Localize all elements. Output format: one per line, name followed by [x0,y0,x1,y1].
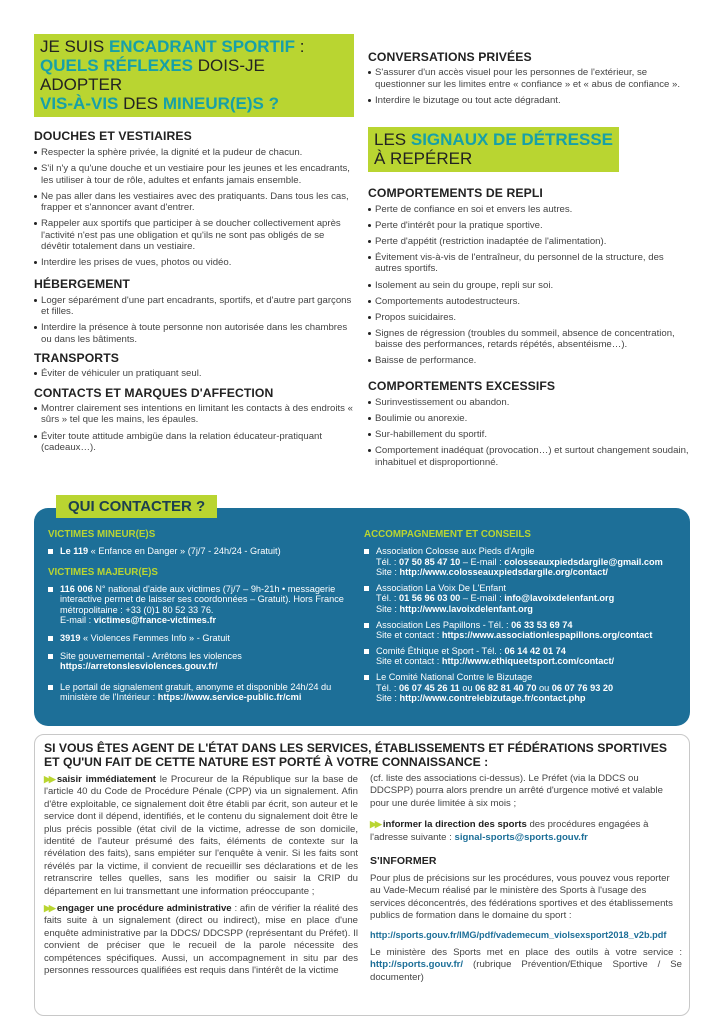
sports-link[interactable]: http://sports.gouv.fr/ [370,959,464,971]
section-title: CONVERSATIONS PRIVÉES [368,50,532,64]
list-item: Loger séparément d'une part encadrants, sportifs, et d'autre part garçons et filles. [34,295,354,318]
contact-title: QUI CONTACTER ? [56,495,217,518]
tel-label: Tél. : [376,556,399,567]
procedure-penale [44,773,358,898]
inform-text: (rubrique Prévention/Ethique Sportive / Se documenter) [370,959,682,983]
list-item: Sur-habillement du sportif. [368,429,692,441]
list-item: Perte de confiance en soi et envers les autres. [368,204,692,216]
banner-bold: ENCADRANT SPORTIF [108,37,296,56]
inform-outils [370,947,682,984]
contact-desc: N° national d'aide aux victimes (7j/7 – 9h-21h • messagerie interactive permet de laisser ses coordonnées – Gratuit). Hors France métropolitaine : +33 (0)1 80 52 33 76. [60,583,344,615]
section-excessifs [368,379,692,468]
list-item: Interdire la présence à toute personne non autorisée dans les chambres ou dans les bâtiments. [34,322,354,345]
prefet-text: (cf. liste des associations ci-dessus). Le Préfet (via la DDCS ou DDCSPP) pourra alors prendre un arrêté d'urgence motivé et valable pour une durée limitée à six mois ; [370,773,663,809]
list-item: Interdire le bizutage ou tout acte dégradant. [368,95,692,107]
section-victimes-majeurs: VICTIMES MAJEUR(E)S [48,566,158,578]
banner-text: LES [374,129,411,149]
separator-text: ou [536,682,552,693]
section-hebergement [34,277,354,346]
section-repli [368,186,692,367]
list-item: Respecter la sphère privée, la dignité et la pudeur de chacun. [34,147,354,159]
phone-number: 06 33 53 69 74 [511,619,573,630]
informer-direction [370,818,682,844]
email-link[interactable]: signal-sports@sports.gouv.fr [454,831,588,843]
section-title: COMPORTEMENTS EXCESSIFS [368,378,556,393]
banner-text: DES [118,94,163,113]
list-item: Comportements autodestructeurs. [368,296,692,308]
procedure-text: : afin de vérifier la réalité des faits suite à un signalement (direct ou indirect), mise en place d'une enquête administrative par la DDCS/ DDCSPP (représentant du Préfet). Il convient de préciser que le recueil de la parole nécessite des compétences spécifiques. Aussi, un accompagnement in situ par des personnes ressources qualifiées est requis dans l'intérêt de la victime [44,903,358,977]
agent-left [44,773,358,978]
email-label: – E-mail : [460,556,505,567]
list-item: Éviter toute attitude ambigüe dans la relation éducateur-pratiquant (cadeaux…). [34,431,354,454]
procedure-text: des procédures engagées à l'adresse suivante : [370,819,649,843]
list-item: Ne pas aller dans les vestiaires avec des pratiquants. Dans tous les cas, frapper et s'annoncer avant d'entrer. [34,191,354,214]
association-name: Association Colosse aux Pieds d'Argile [376,546,535,556]
site-link[interactable]: http://www.lavoixdelenfant.org [399,603,533,614]
phone-number: 06 07 76 93 20 [551,682,614,693]
procedure-bold: saisir immédiatement [56,774,157,785]
list-item: Perte d'appétit (restriction inadaptée de l'alimentation). [368,236,692,248]
right-column [368,50,692,473]
list-item: Montrer clairement ses intentions en limitant les contacts à des endroits « sûrs » tel que les mains, les épaules. [34,403,354,426]
banner-bold: QUELS RÉFLEXES [40,56,194,75]
encadrant-banner [34,34,354,117]
section-title: COMPORTEMENTS DE REPLI [368,185,543,200]
site-link[interactable]: http://www.colosseauxpiedsdargile.org/contact/ [399,567,608,578]
banner-text: : [295,37,305,56]
site-label: Site et contact : [376,630,442,641]
association-voix-enfant [364,583,682,615]
contact-desc: « Violences Femmes Info » - Gratuit [80,632,230,643]
comite-ethique-sport [364,646,682,667]
association-name: Association La Voix De L'Enfant [376,582,506,593]
section-title: HÉBERGEMENT [34,276,130,291]
contact-item-3919 [48,633,348,644]
list-item: Baisse de performance. [368,355,692,367]
association-name: Association Les Papillons - Tél. : [376,619,512,630]
site-label: Site : [376,603,400,614]
agent-title: ET QU'UN FAIT DE CETTE NATURE EST PORTÉ À VOTRE CONNAISSANCE : [44,755,489,769]
contact-item-116006 [48,584,348,626]
phone-number: 01 56 96 03 00 [398,593,461,604]
list-item: Surinvestissement ou abandon. [368,397,692,409]
phone-number: 3919 [60,632,81,643]
phone-number: Le 119 [60,546,89,556]
email-label: E-mail : [60,615,94,626]
agent-right [370,773,682,984]
section-contacts [34,386,354,454]
section-title: TRANSPORTS [34,351,119,366]
section-conversations [368,50,692,106]
list-item: Interdire les prises de vues, photos ou vidéo. [34,257,354,269]
site-link[interactable]: https://arretonslesviolences.gouv.fr/ [60,661,218,672]
site-label: Site : [376,567,400,578]
list-item: Perte d'intérêt pour la pratique sportive. [368,220,692,232]
phone-number: 116 006 [60,583,93,594]
signaux-banner [368,127,619,172]
banner-text: À REPÉRER [374,148,473,168]
contact-item-portail [48,682,348,703]
section-transports [34,351,354,380]
banner-text: DOIS-JE ADOPTER [40,56,265,94]
list-item: Signes de régression (troubles du sommeil, absence de concentration, baisse des performances, retards répétés, absentéisme…). [368,328,692,351]
procedure-bold: engager une procédure administrative [56,903,232,915]
section-victimes-mineurs: VICTIMES MINEUR(E)S [48,529,156,540]
phone-number: 06 07 45 26 11 [398,682,460,693]
list-item: S'il n'y a qu'une douche et un vestiaire pour les jeunes et les encadrants, les utiliser à tour de rôle, adultes et enfants jamais ensemble. [34,163,354,186]
arrow-icon: ▶▶ [44,774,54,784]
contact-item-119 [48,546,348,557]
list-item: Isolement au sein du groupe, repli sur soi. [368,280,692,292]
list-item: Évitement vis-à-vis de l'entraîneur, du personnel de la structure, des autres sportifs. [368,252,692,275]
site-link[interactable]: http://www.contrelebizutage.fr/contact.php [399,693,586,704]
list-item: Boulimie ou anorexie. [368,413,692,425]
inform-title: S'INFORMER [370,855,437,868]
email-link[interactable]: victimes@france-victimes.fr [93,615,217,626]
site-link[interactable]: https://www.associationlespapillons.org/contact [441,630,653,641]
site-label: Site : [376,693,400,704]
section-douches [34,129,354,269]
procedure-administrative [44,902,358,977]
contact-desc: Le portail de signalement gratuit, anonyme et disponible 24h/24 du ministère de l'Intérieur : [60,681,332,703]
site-link[interactable]: https://www.service-public.fr/cmi [157,692,302,703]
phone-number: 07 50 85 47 10 [398,556,461,567]
list-item: Rappeler aux sportifs que participer à se doucher collectivement après l'activité n'est pas une obligation et qu'ils ne sont pas obligés de se dévêtir totalement dans un vestiaire. [34,218,354,253]
left-column [34,34,354,458]
association-name: Le Comité National Contre le Bizutage [376,671,533,682]
banner-text: JE SUIS [40,37,109,56]
procedure-bold: informer la direction des sports [382,819,527,831]
association-colosse [364,546,682,578]
association-papillons [364,620,682,641]
phone-number: 06 82 81 40 70 [475,682,537,693]
contact-right [364,529,682,704]
banner-bold: SIGNAUX DE DÉTRESSE [410,129,614,149]
list-item: Propos suicidaires. [368,312,692,324]
contact-left [48,529,348,703]
contact-item-gouv [48,651,348,672]
banner-bold: VIS-À-VIS [40,94,119,113]
section-title: CONTACTS ET MARQUES D'AFFECTION [34,385,274,400]
association-name: Comité Éthique et Sport - Tél. : [376,645,505,656]
phone-number: 06 14 42 01 74 [504,645,566,656]
agent-title: SI VOUS ÊTES AGENT DE L'ÉTAT DANS LES SERVICES, ÉTABLISSEMENTS ET FÉDÉRATIONS SPORTIVES [44,741,667,755]
procedure-text: le Procureur de la République sur la base de l'article 40 du Code de Procédure Pénale (CPP) via un signalement. Afin d'être exploitable, ce signalement doit être établi par écrit, son auteur et le service dont il dépend, identifiés, et le contenu du signalement doit être le plus précis possible (état civil de la victime, adresse de son domicile, identité de l'auteur présumé des faits, éléments de contexte sur la révélation des faits), sans empiéter sur l'enquête à venir. Si les faits sont révélés par la victime, il convient de recueillir ses déclarations et de les retranscrire telles quelles, sans les modifier ou saisir la CRIP du département en lui transmettant une information préoccupante ; [44,774,358,897]
agent-title-block [44,741,684,769]
list-item: Éviter de véhiculer un pratiquant seul. [34,368,354,380]
tel-label: Tél. : [376,682,399,693]
vademecum-link[interactable]: http://sports.gouv.fr/IMG/pdf/vademecum_violsexsport2018_v2b.pdf [370,929,667,940]
inform-text: Pour plus de précisions sur les procédures, vous pouvez vous reporter au Vade-Mecum réalisé par le ministère des Sports à l'usage des services déconcentrés, des fédérations sportives et des établissements publics de formation dans le domaine du sport : [370,873,673,922]
site-label: Site et contact : [376,656,442,667]
arrow-icon: ▶▶ [44,903,54,914]
contact-desc: « Enfance en Danger » (7j/7 - 24h/24 - Gratuit) [88,546,281,556]
email-link[interactable]: colosseauxpiedsdargile@gmail.com [504,556,663,567]
list-item: S'assurer d'un accès visuel pour les personnes de l'extérieur, se questionner sur les limites entre « confiance » et « abus de confiance ». [368,67,692,90]
list-item: Comportement inadéquat (provocation…) et surtout changement soudain, inhabituel et disproportionné. [368,445,692,468]
inform-text: Le ministère des Sports met en place des outils à votre service : [370,947,682,959]
site-link[interactable]: http://www.ethiqueetsport.com/contact/ [441,656,615,667]
section-accompagnement: ACCOMPAGNEMENT ET CONSEILS [364,529,531,540]
tel-label: Tél. : [376,593,399,604]
section-title: DOUCHES ET VESTIAIRES [34,129,192,143]
email-label: – E-mail : [460,593,505,604]
arrow-icon: ▶▶ [370,819,380,830]
email-link[interactable]: info@lavoixdelenfant.org [504,593,615,604]
separator-text: ou [459,682,476,693]
comite-bizutage [364,672,682,704]
banner-bold: MINEUR(E)S ? [162,94,279,113]
contact-desc: Site gouvernemental - Arrêtons les violences [60,650,242,661]
